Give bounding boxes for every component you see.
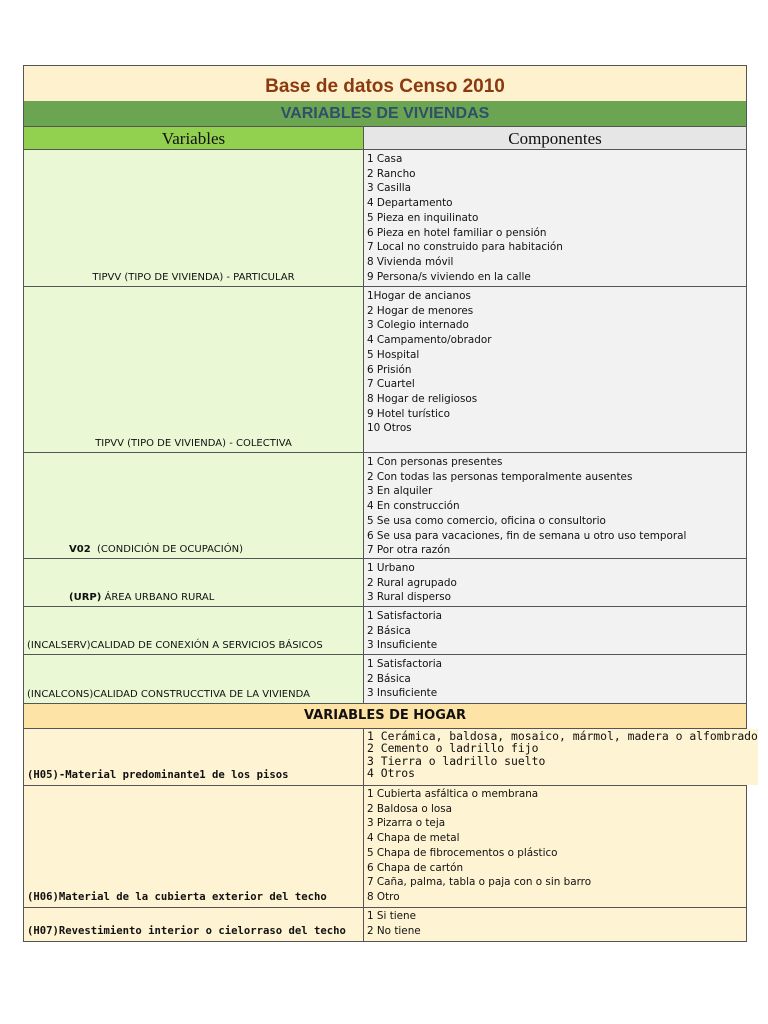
component-item: 2 Rancho [367,167,416,180]
component-item: 7 Por otra razón [367,544,451,557]
component-item: 7 Caña, palma, tabla o paja con o sin barro [367,876,592,889]
components-list [364,908,746,941]
component-item: 2 Con todas las personas temporalmente ausentes [367,470,633,483]
components-list [364,729,758,785]
vivienda-row [24,287,746,453]
variable-name: (INCALSERV)CALIDAD DE CONEXIÓN A SERVICIOS BÁSICOS [27,640,323,651]
component-item: 1 Satisfactoria [367,658,442,670]
component-item: 3 En alquiler [367,485,433,498]
component-item: 1 Casa [367,153,403,165]
components-list [364,453,746,558]
component-item: 5 Se usa como comercio, oficina o consultorio [367,514,606,527]
component-item: 3 Insuficiente [367,639,438,652]
component-item: 2 Baldosa o losa [367,802,453,815]
component-item: 7 Local no construido para habitación [367,241,563,254]
component-item: 4 Campamento/obrador [367,334,492,347]
component-item: 1 Cubierta asfáltica o membrana [367,788,539,800]
component-item: 2 Rural agrupado [367,576,457,589]
vivienda-row [24,150,746,287]
component-item: 5 Hospital [367,348,420,361]
components-list [364,607,746,654]
component-item: 5 Chapa de fibrocementos o plástico [367,846,558,859]
components-list [364,655,746,703]
vivienda-row [24,559,746,607]
variable-name: (H05)-Material predominante1 de los pisos [27,769,289,781]
component-item: 3 Pizarra o teja [367,817,446,830]
hogar-row [24,786,746,908]
variable-description: ÁREA URBANO RURAL [104,592,215,603]
component-item: 3 Insuficiente [367,687,438,700]
component-item: 2 Básica [367,672,411,685]
component-item: 7 Cuartel [367,378,415,391]
variable-name: (H07)Revestimiento interior o cielorraso del techo [27,925,346,937]
vivienda-row [24,655,746,704]
component-item: 6 Pieza en hotel familiar o pensión [367,226,547,239]
components-list [364,150,746,286]
component-item: 10 Otros [367,422,412,435]
census-document [23,65,758,942]
hogar-row [24,729,758,786]
component-item: 3 Casilla [367,182,411,195]
variable-code: V02 [69,544,91,555]
component-item: 1 Urbano [367,562,415,574]
component-item: 4 En construcción [367,500,460,513]
variable-description: (CONDICIÓN DE OCUPACIÓN) [97,544,243,555]
column-header-componentes: Componentes [364,127,746,149]
component-item: 9 Persona/s viviendo en la calle [367,270,531,283]
component-item: 1Hogar de ancianos [367,290,471,302]
variable-name: (INCALCONS)CALIDAD CONSTRUCCTIVA DE LA VIVIENDA [27,689,310,700]
variable-name: TIPVV (TIPO DE VIVIENDA) - PARTICULAR [92,272,295,283]
component-item: 2 Básica [367,624,411,637]
component-item: 3 Rural disperso [367,591,452,604]
components-list [364,786,746,907]
component-item: 1 Satisfactoria [367,610,442,622]
variable-name: (H06)Material de la cubierta exterior del techo [27,891,327,903]
component-item: 6 Se usa para vacaciones, fin de semana u otro uso temporal [367,529,687,542]
component-item: 1 Con personas presentes [367,456,503,468]
component-item: 2 Hogar de menores [367,304,474,317]
component-item: 9 Hotel turístico [367,407,451,420]
component-item: 4 Otros [367,766,416,781]
component-item: 4 Departamento [367,197,453,210]
components-list [364,287,746,452]
column-header-variables: Variables [24,127,364,149]
component-item: 2 Cemento o ladrillo fijo [367,741,539,756]
component-item: 4 Chapa de metal [367,832,460,845]
vivienda-row [24,453,746,559]
component-item: 8 Otro [367,890,400,903]
component-item: 3 Colegio internado [367,319,469,332]
component-item: 8 Vivienda móvil [367,255,454,268]
vivienda-section-header: VARIABLES DE VIVIENDAS [24,101,746,126]
components-list [364,559,746,606]
vivienda-row [24,607,746,655]
component-item: 8 Hogar de religiosos [367,392,478,405]
hogar-section-header: VARIABLES DE HOGAR [24,704,746,729]
component-item: 2 No tiene [367,924,421,937]
component-item: 6 Chapa de cartón [367,861,464,874]
component-item: 6 Prisión [367,363,412,376]
component-item: 1 Si tiene [367,910,417,922]
variable-code: (URP) [69,592,102,603]
column-header-row [24,126,746,150]
component-item: 3 Tierra o ladrillo suelto [367,753,546,768]
hogar-row [24,908,746,942]
component-item: 1 Cerámica, baldosa, mosaico, mármol, madera o alfombrado [367,729,758,743]
variable-name: TIPVV (TIPO DE VIVIENDA) - COLECTIVA [95,438,292,449]
component-item: 5 Pieza en inquilinato [367,211,479,224]
document-title: Base de datos Censo 2010 [24,66,746,101]
